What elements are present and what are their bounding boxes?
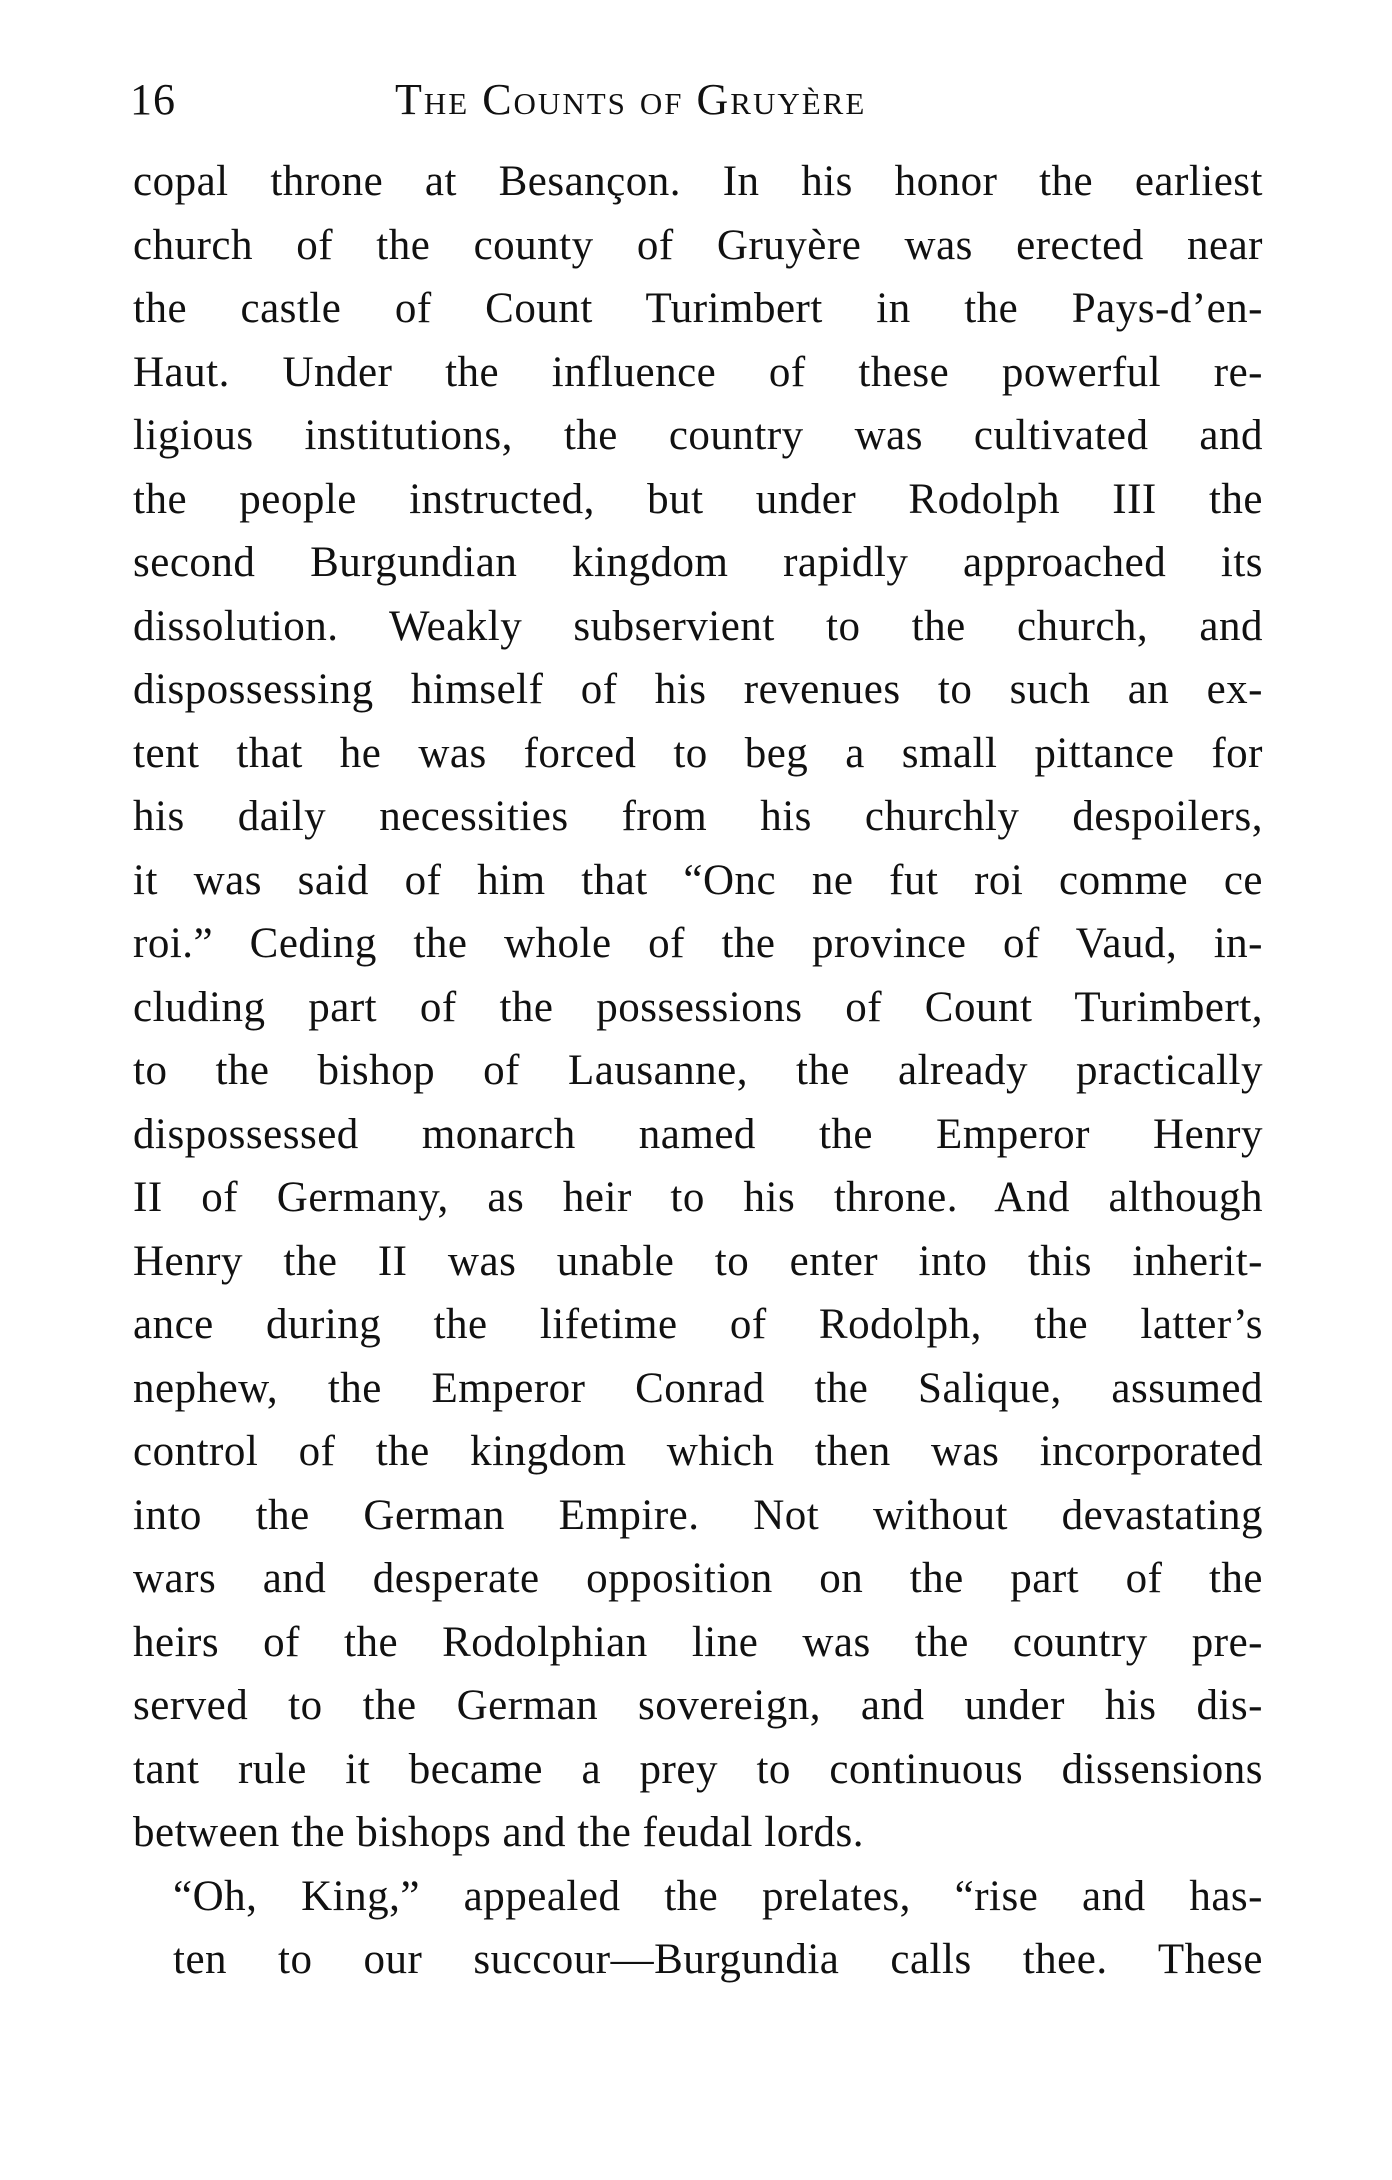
- text-line: tant rule it became a prey to continuous dissensions: [133, 1745, 1263, 1793]
- text-line: dissolution. Weakly subservient to the church, and: [133, 602, 1263, 650]
- text-line: II of Germany, as heir to his throne. And although: [133, 1174, 1263, 1221]
- text-line: the castle of Count Turimbert in the Pays-d’en-: [133, 285, 1263, 332]
- text-line: dispossessing himself of his revenues to such an ex-: [133, 666, 1263, 713]
- text-line: nephew, the Emperor Conrad the Salique, assumed: [133, 1364, 1263, 1412]
- text-line: between the bishops and the feudal lords.: [133, 1809, 865, 1856]
- text-line: ten to our succour—Burgundia calls thee. These: [173, 1936, 1263, 1983]
- text-line: to the bishop of Lausanne, the already practically: [133, 1047, 1263, 1094]
- text-line: into the German Empire. Not without devastating: [133, 1491, 1263, 1539]
- text-line: ance during the lifetime of Rodolph, the latter’s: [133, 1301, 1263, 1348]
- text-line: wars and desperate opposition on the part of the: [133, 1555, 1263, 1602]
- text-line: copal throne at Besançon. In his honor the earliest: [133, 158, 1263, 205]
- text-line: Haut. Under the influence of these powerful re-: [133, 348, 1263, 396]
- text-line: it was said of him that “Onc ne fut roi comme ce: [133, 856, 1263, 904]
- page-header: [130, 70, 1260, 130]
- page-number: 16: [130, 75, 176, 124]
- text-line: “Oh, King,” appealed the prelates, “rise and has-: [173, 1872, 1263, 1920]
- text-line: tent that he was forced to beg a small pittance for: [133, 729, 1263, 777]
- text-line: second Burgundian kingdom rapidly approached its: [133, 539, 1263, 586]
- text-line: roi.” Ceding the whole of the province of Vaud, in-: [133, 920, 1263, 967]
- text-line: the people instructed, but under Rodolph III the: [133, 475, 1263, 523]
- text-line: dispossessed monarch named the Emperor Henry: [133, 1110, 1263, 1158]
- text-line: heirs of the Rodolphian line was the country pre-: [133, 1618, 1263, 1666]
- text-line: cluding part of the possessions of Count Turimbert,: [133, 983, 1263, 1031]
- text-line: his daily necessities from his churchly despoilers,: [133, 793, 1263, 840]
- text-line: control of the kingdom which then was incorporated: [133, 1428, 1263, 1475]
- text-line: church of the county of Gruyère was erected near: [133, 221, 1263, 269]
- text-line: Henry the II was unable to enter into this inherit-: [133, 1237, 1263, 1285]
- body-text: [133, 150, 1263, 1992]
- running-head: The Counts of Gruyère: [395, 75, 867, 124]
- text-line: served to the German sovereign, and under his dis-: [133, 1682, 1263, 1729]
- text-line: ligious institutions, the country was cultivated and: [133, 412, 1263, 459]
